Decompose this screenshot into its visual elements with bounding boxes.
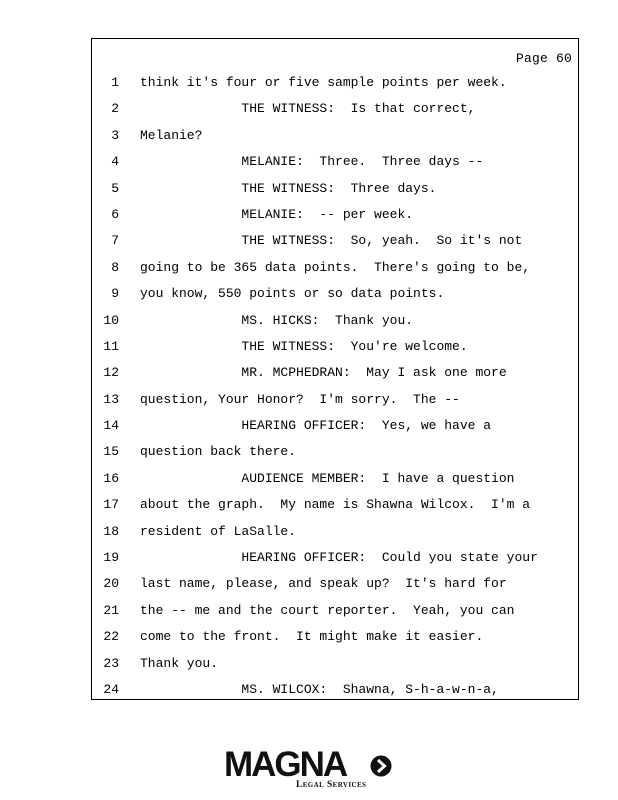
transcript-line [92, 387, 578, 413]
line-text: going to be 365 data points. There's going to be, [140, 259, 531, 275]
line-text: question, Your Honor? I'm sorry. The -- [140, 391, 460, 407]
line-text: HEARING OFFICER: Yes, we have a [140, 418, 492, 434]
transcript-line [92, 176, 578, 202]
line-text: THE WITNESS: So, yeah. So it's not [140, 233, 523, 249]
line-number: 9 [111, 286, 119, 302]
transcript-line [92, 466, 578, 492]
chevron-circle-icon [370, 755, 392, 777]
transcript-line [92, 492, 578, 518]
transcript-line [92, 70, 578, 96]
transcript-line [92, 439, 578, 465]
line-number: 7 [111, 233, 119, 249]
line-text: MR. MCPHEDRAN: May I ask one more [140, 365, 507, 381]
logo-wordmark: MAGNA [224, 745, 347, 784]
line-text: THE WITNESS: You're welcome. [140, 338, 468, 354]
line-text: MELANIE: -- per week. [140, 206, 414, 222]
transcript-line [92, 96, 578, 122]
transcript-line [92, 360, 578, 386]
transcript-line [92, 598, 578, 624]
line-text: MS. WILCOX: Shawna, S-h-a-w-n-a, [140, 681, 499, 697]
line-text: AUDIENCE MEMBER: I have a question [140, 470, 515, 486]
line-number: 3 [111, 127, 119, 143]
line-number: 2 [111, 101, 119, 117]
line-number: 13 [103, 391, 119, 407]
line-text: you know, 550 points or so data points. [140, 286, 445, 302]
line-text: last name, please, and speak up? It's hard for [140, 576, 507, 592]
transcript-line [92, 308, 578, 334]
transcript-line [92, 255, 578, 281]
line-text: THE WITNESS: Is that correct, [140, 101, 476, 117]
logo-subtitle: Legal Services [296, 780, 367, 790]
transcript-line [92, 519, 578, 545]
transcript-line [92, 624, 578, 650]
line-text: THE WITNESS: Three days. [140, 180, 437, 196]
transcript-lines [92, 70, 578, 703]
line-number: 11 [103, 338, 119, 354]
line-number: 1 [111, 75, 119, 90]
magna-logo [224, 746, 404, 794]
line-number: 19 [103, 550, 119, 566]
transcript-line [92, 677, 578, 703]
line-text: MELANIE: Three. Three days -- [140, 154, 484, 170]
line-number: 16 [103, 470, 119, 486]
line-text: question back there. [140, 444, 297, 460]
line-text: Thank you. [140, 655, 219, 671]
transcript-line [92, 123, 578, 149]
line-number: 20 [103, 576, 119, 592]
page-number: Page 60 [515, 51, 572, 66]
transcript-line [92, 413, 578, 439]
line-number: 24 [103, 681, 119, 697]
line-text: about the graph. My name is Shawna Wilcox. I'm a [140, 497, 531, 513]
transcript-line [92, 149, 578, 175]
line-number: 10 [103, 312, 119, 328]
line-text: the -- me and the court reporter. Yeah, you can [140, 602, 515, 618]
line-number: 6 [111, 206, 119, 222]
line-number: 12 [103, 365, 119, 381]
line-text: think it's four or five sample points per week. [140, 75, 507, 90]
line-number: 8 [111, 259, 119, 275]
line-text: HEARING OFFICER: Could you state your [140, 550, 538, 566]
line-number: 23 [103, 655, 119, 671]
line-text: Melanie? [140, 127, 203, 143]
transcript-line [92, 281, 578, 307]
line-number: 4 [111, 154, 119, 170]
transcript-line [92, 202, 578, 228]
line-number: 18 [103, 523, 119, 539]
transcript-page [91, 38, 579, 700]
line-text: resident of LaSalle. [140, 523, 297, 539]
line-text: MS. HICKS: Thank you. [140, 312, 414, 328]
line-text: come to the front. It might make it easier. [140, 629, 484, 645]
transcript-line [92, 545, 578, 571]
transcript-line [92, 334, 578, 360]
line-number: 14 [103, 418, 119, 434]
line-number: 21 [103, 602, 119, 618]
line-number: 5 [111, 180, 119, 196]
transcript-line [92, 651, 578, 677]
line-number: 15 [103, 444, 119, 460]
line-number: 22 [103, 629, 119, 645]
transcript-line [92, 228, 578, 254]
transcript-line [92, 571, 578, 597]
line-number: 17 [103, 497, 119, 513]
